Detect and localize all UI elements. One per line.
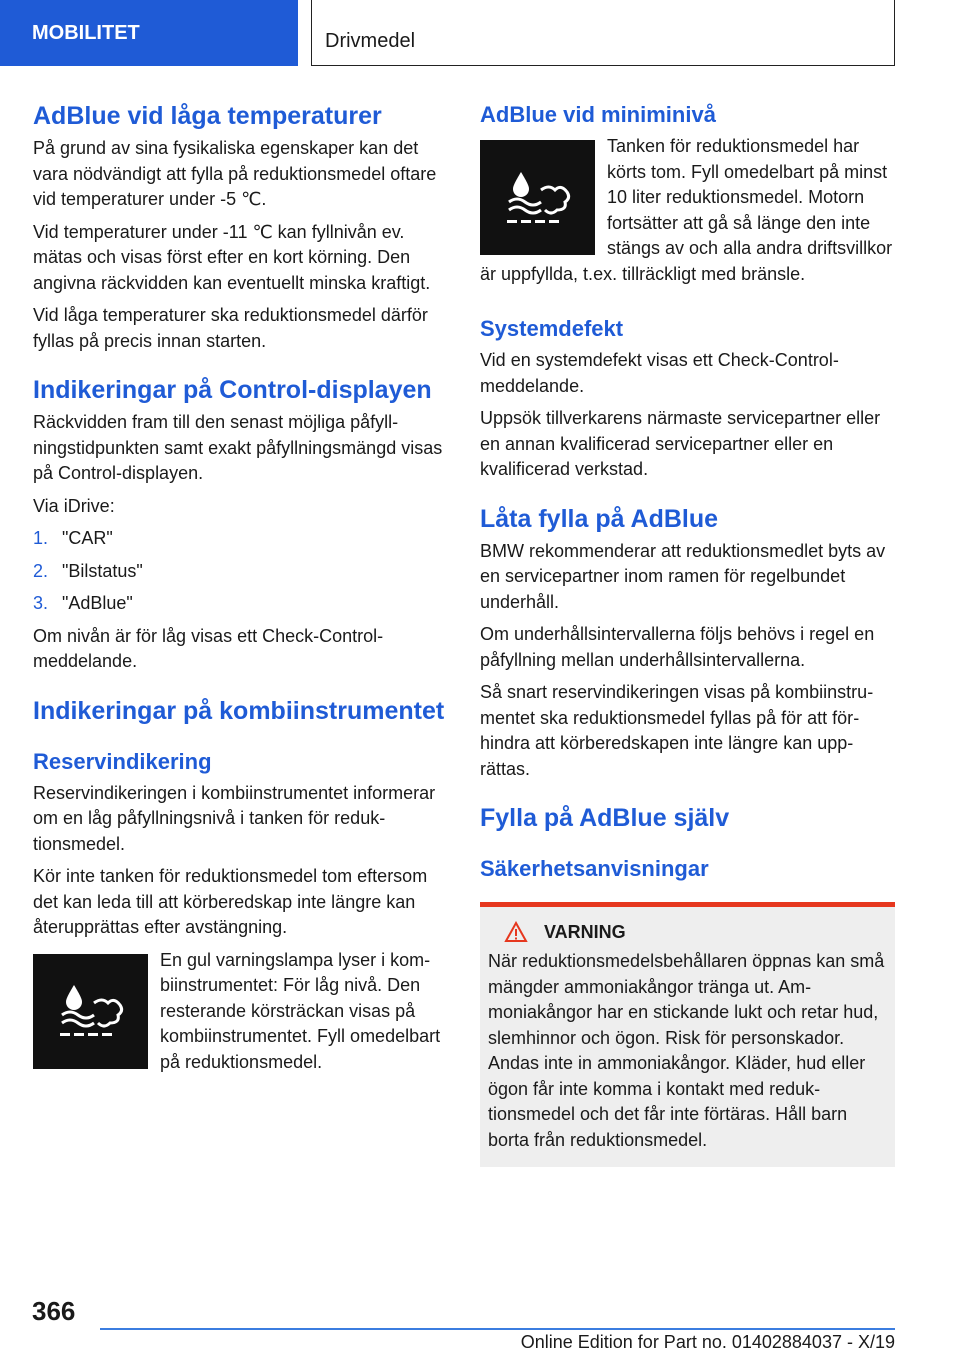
heading-reserve-indicator: Reservindikering xyxy=(33,748,212,774)
heading-control-display: Indikeringar på Control-displayen xyxy=(33,376,432,404)
step-number: 3. xyxy=(33,593,49,613)
paragraph: En gul varningslampa lyser i kombiinstrumentet: För låg nivå. Den resterande körsträckan visas på kombiinstrumentet. Fyll omedelbart på reduktionsmedel. xyxy=(160,949,441,1072)
warning-text: När reduktionsmedelsbehållaren öppnas kan små mängder ammoniakångor tränga ut. Ammoniakångor har en stickande lukt och retar hud, slemhinnor och ögon. Risk för personskador. Andas inte in ammoniakångor. Kläder, hud eller ögon får inte komma i kontakt med reduktionsmedel och det får inte förtäras. Håll barn borta från reduktionsmedel. xyxy=(488,951,885,1150)
list-item xyxy=(33,526,445,552)
paragraph: BMW rekommenderar att reduktionsmedlet byts av en servicepartner inom ramen för regelbundet underhåll. xyxy=(480,540,886,612)
idrive-steps-list xyxy=(33,526,445,617)
adblue-indicator-icon xyxy=(480,140,595,255)
paragraph: Uppsök tillverkarens närmaste servicepartner eller en annan kvalificerad servicepartner eller en kvalificerad verkstad. xyxy=(480,408,881,479)
heading-adblue-low-temp: AdBlue vid låga temperaturer xyxy=(33,102,382,130)
list-item xyxy=(33,559,445,585)
heading-adblue-min-level: AdBlue vid miniminivå xyxy=(480,102,716,127)
paragraph: Vid låga temperaturer ska reduktionsmedel därför fyllas på precis innan starten. xyxy=(33,305,428,351)
paragraph: Via iDrive: xyxy=(33,495,115,516)
footer-divider xyxy=(100,1328,895,1330)
heading-kombi-instrument: Indikeringar på kombiinstrumentet xyxy=(33,696,445,725)
step-text: "AdBlue" xyxy=(62,593,133,613)
heading-service-refill: Låta fylla på AdBlue xyxy=(480,504,719,533)
step-text: "Bilstatus" xyxy=(62,560,143,581)
footer-edition: Online Edition for Part no. 01402884037 - X/19 xyxy=(520,1332,895,1352)
paragraph: Om underhållsintervallerna följs behövs i regel en påfyllning mellan underhållsintervallerna. xyxy=(480,624,875,670)
warning-triangle-icon xyxy=(504,921,528,943)
step-number: 2. xyxy=(33,560,49,581)
min-level-icon-block xyxy=(480,134,895,294)
step-number: 1. xyxy=(33,528,49,548)
paragraph: Kör inte tanken för reduktionsmedel tom eftersom det kan leda till att körberedskap inte längre kan återupprättas efter avstängning. xyxy=(33,866,428,937)
reserve-icon-block xyxy=(33,948,445,1083)
heading-self-refill: Fylla på AdBlue själv xyxy=(480,804,730,832)
warning-box xyxy=(480,902,895,1167)
section-title: MOBILITET xyxy=(32,21,140,44)
adblue-indicator-icon xyxy=(33,954,148,1069)
paragraph: Räckvidden fram till den senast möjliga påfyllningstidpunkten samt exakt påfyllningsmängd visas på Control-displayen. xyxy=(33,412,443,483)
right-column xyxy=(480,100,895,1167)
warning-title: VARNING xyxy=(544,921,626,942)
warning-header xyxy=(488,921,887,943)
heading-safety-instructions: Säkerhetsanvisningar xyxy=(480,856,709,881)
paragraph: På grund av sina fysikaliska egenskaper kan det vara nödvändigt att fylla på reduktionsmedel oftare vid temperaturer under -5 ℃. xyxy=(33,138,437,209)
paragraph: Tanken för reduktionsmedel har körts tom. Fyll omedelbart på minst 10 liter reduktionsmedel. Motorn fortsätter att gå så länge den inte stängs av och alla andra driftsvillkor är uppfyllda, t.ex. tillräckligt med bränsle. xyxy=(480,136,893,284)
section-tab xyxy=(0,0,298,66)
page-number: 366 xyxy=(32,1296,76,1326)
left-column xyxy=(33,100,445,1089)
paragraph: Reservindikeringen i kombiinstrumentet informerar om en låg påfyllningsnivå i tanken för reduktionsmedel. xyxy=(33,782,436,854)
chapter-title: Drivmedel xyxy=(325,30,416,52)
paragraph: Vid temperaturer under -11 ℃ kan fyllnivån ev. mätas och visas först efter en kort körning. Den angivna räckvidden kan eventuellt minska kraftigt. xyxy=(33,221,431,293)
chapter-header xyxy=(311,0,895,66)
heading-system-defect: Systemdefekt xyxy=(480,316,624,341)
paragraph: Så snart reservindikeringen visas på kombiinstrumentet ska reduktionsmedel fyllas på för att förhindra att körberedskapen inte längre kan upprättas. xyxy=(480,682,874,779)
list-item xyxy=(33,591,445,617)
step-text: "CAR" xyxy=(62,528,113,548)
paragraph: Vid en systemdefekt visas ett Check-Control-meddelande. xyxy=(480,350,839,396)
paragraph: Om nivån är för låg visas ett Check-Control-meddelande. xyxy=(33,625,384,671)
